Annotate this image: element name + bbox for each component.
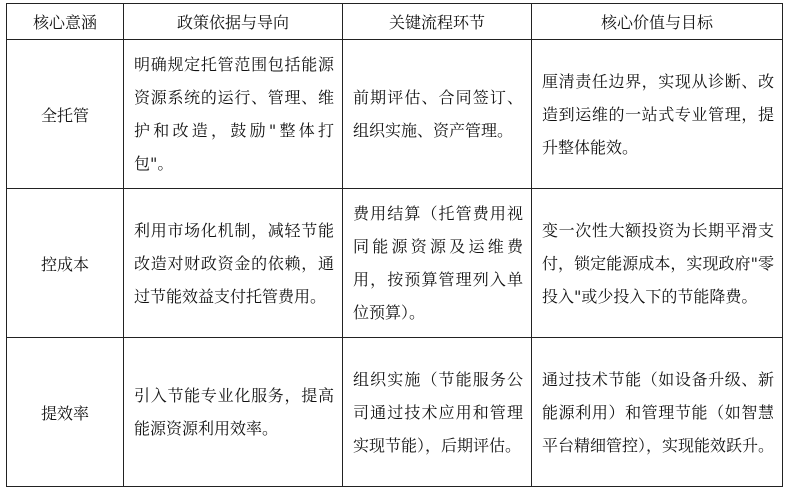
header-core-meaning: 核心意涵	[7, 4, 124, 40]
process-cell: 前期评估、合同签订、组织实施、资产管理。	[343, 40, 532, 189]
table-header-row	[7, 4, 783, 40]
value-cell: 变一次性大额投资为长期平滑支付，锁定能源成本，实现政府"零投入"或少投入下的节能降费。	[532, 189, 783, 338]
process-cell: 组织实施（节能服务公司通过技术应用和管理实现节能），后期评估。	[343, 338, 532, 487]
table-row	[7, 189, 783, 338]
policy-cell: 明确规定托管范围包括能源资源系统的运行、管理、维护和改造，鼓励"整体打包"。	[124, 40, 343, 189]
header-key-process: 关键流程环节	[343, 4, 532, 40]
row-label: 提效率	[7, 338, 124, 487]
process-cell: 费用结算（托管费用视同能源资源及运维费用，按预算管理列入单位预算）。	[343, 189, 532, 338]
table-row	[7, 40, 783, 189]
row-label: 全托管	[7, 40, 124, 189]
header-policy-basis: 政策依据与导向	[124, 4, 343, 40]
value-cell: 厘清责任边界，实现从诊断、改造到运维的一站式专业管理，提升整体能效。	[532, 40, 783, 189]
header-core-value: 核心价值与目标	[532, 4, 783, 40]
policy-table	[6, 3, 783, 487]
row-label: 控成本	[7, 189, 124, 338]
table-row	[7, 338, 783, 487]
policy-cell: 利用市场化机制，减轻节能改造对财政资金的依赖，通过节能效益支付托管费用。	[124, 189, 343, 338]
policy-cell: 引入节能专业化服务，提高能源资源利用效率。	[124, 338, 343, 487]
value-cell: 通过技术节能（如设备升级、新能源利用）和管理节能（如智慧平台精细管控），实现能效跃升。	[532, 338, 783, 487]
